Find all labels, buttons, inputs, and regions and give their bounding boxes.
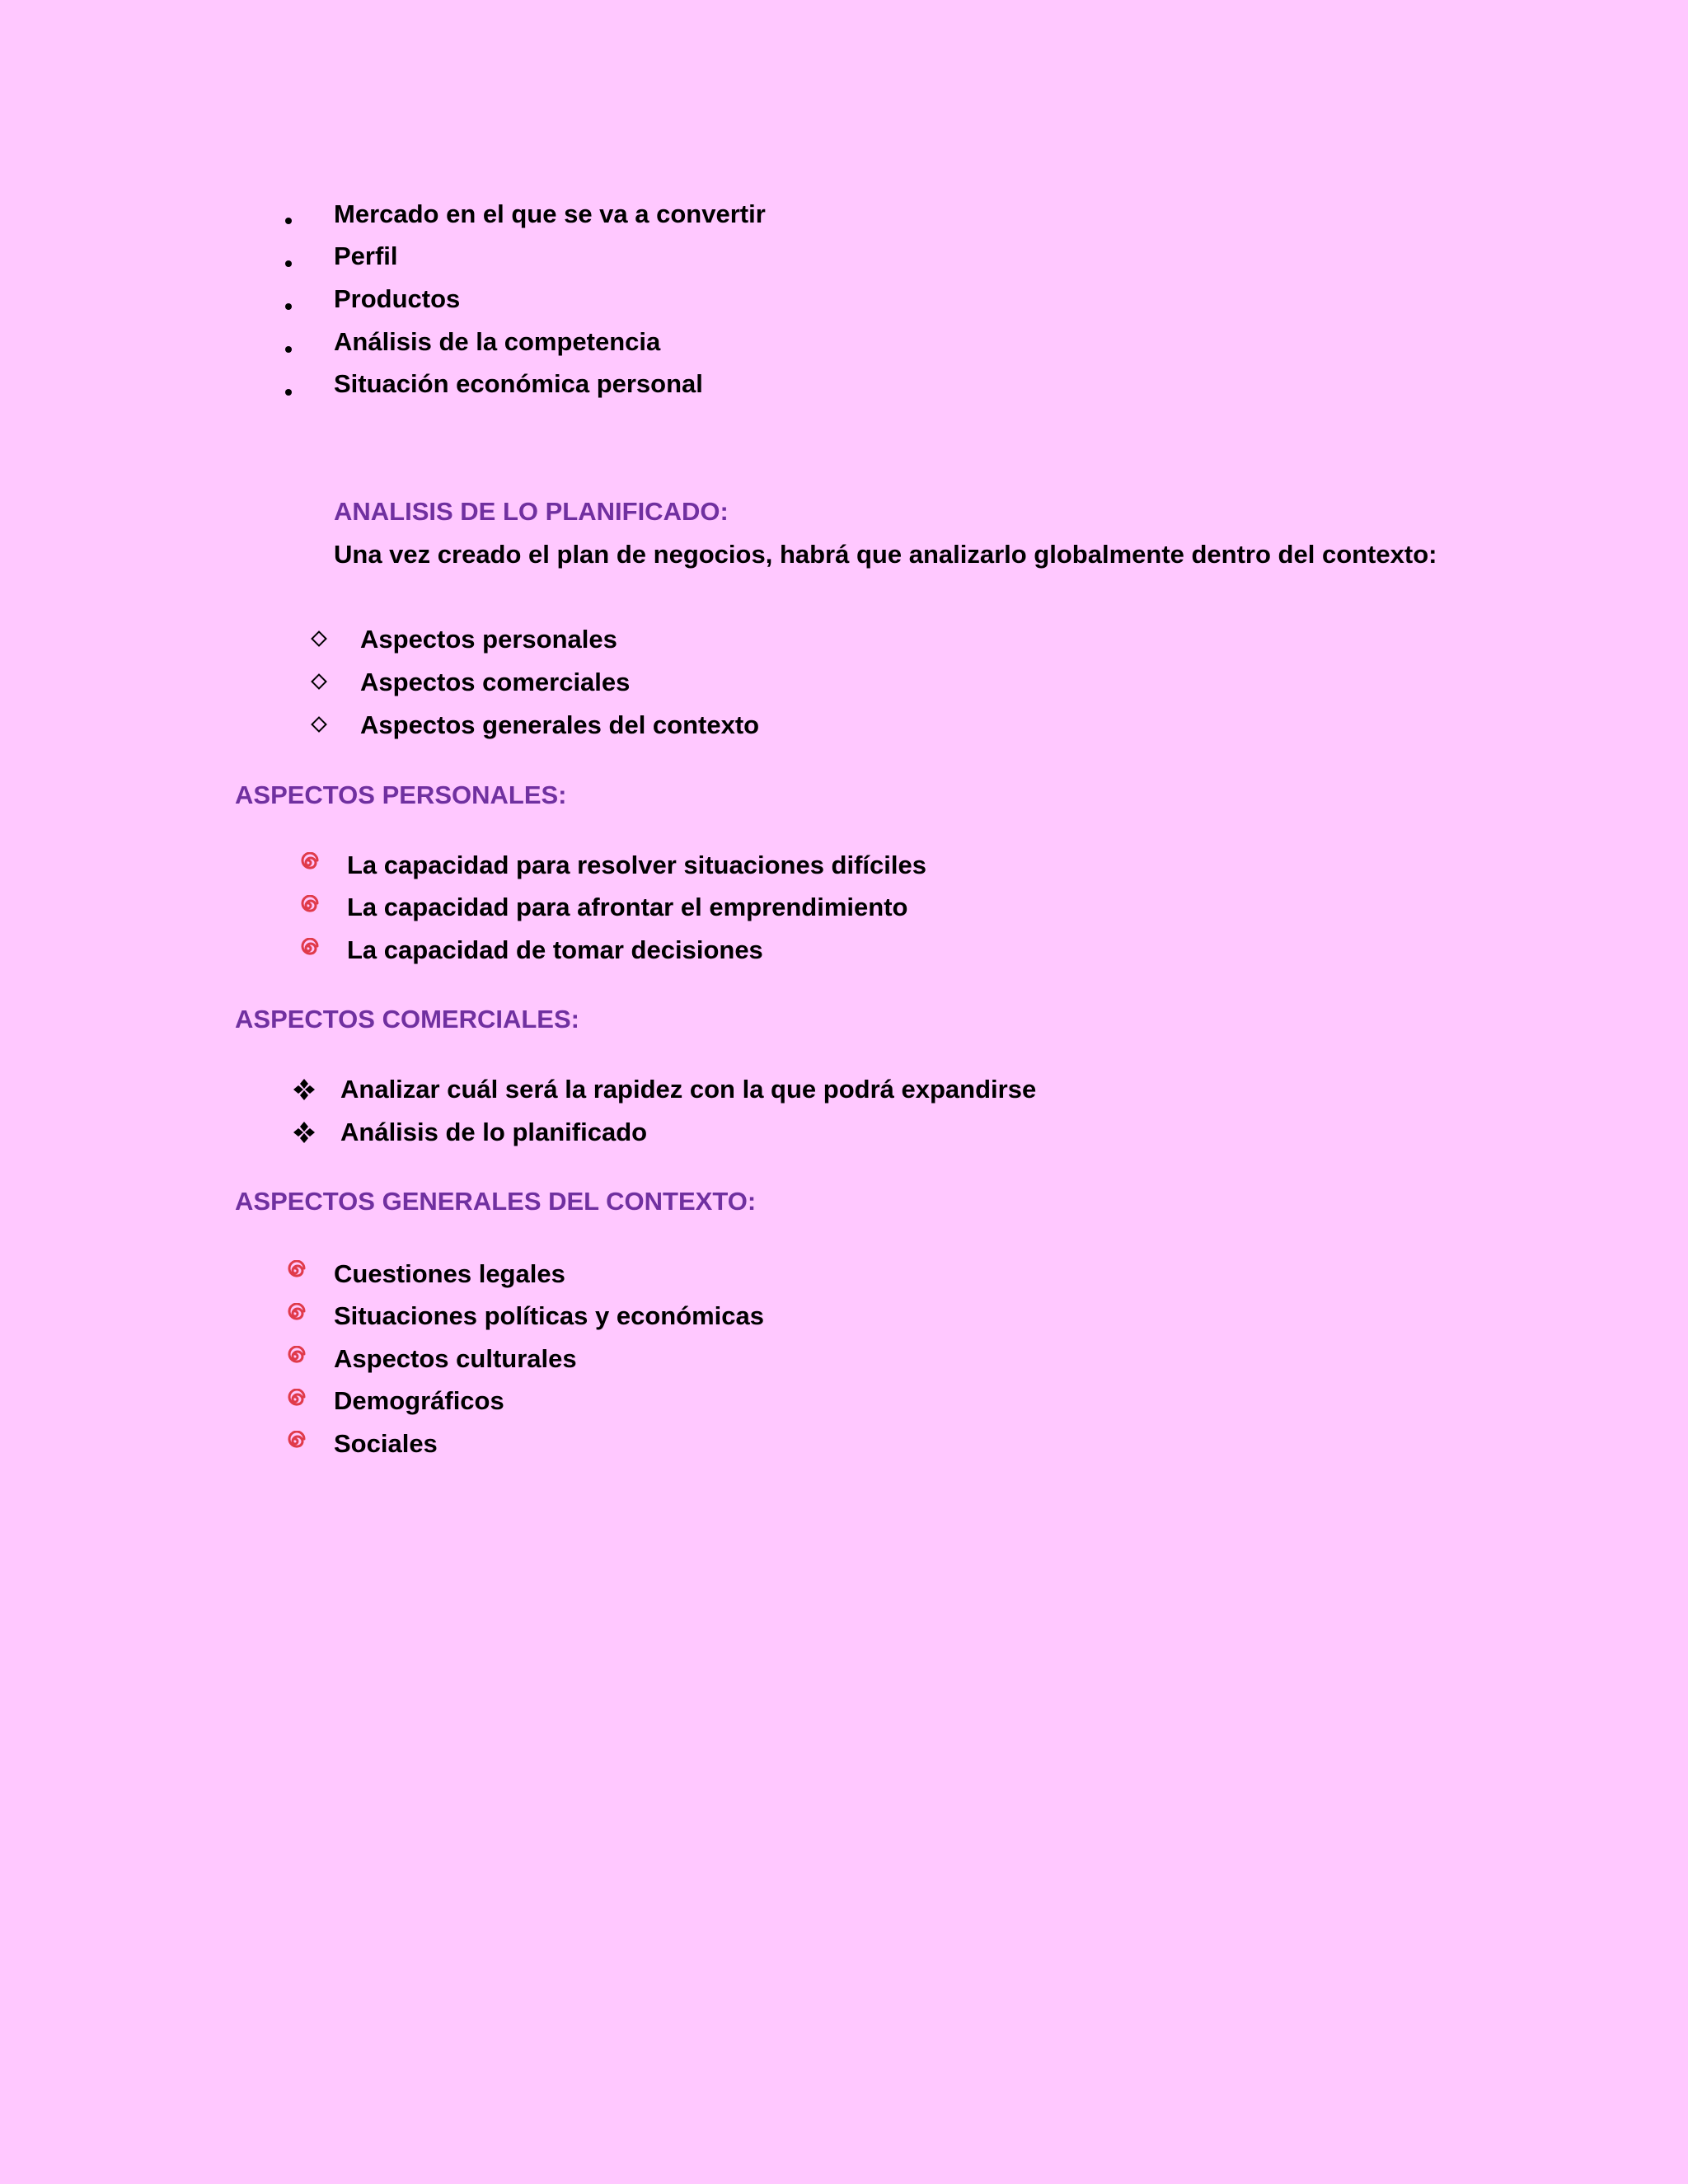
planificado-paragraph: Una vez creado el plan de negocios, habrá que analizarlo globalmente dentro del contexto: [334, 540, 1437, 569]
list-item: Aspectos generales del contexto [360, 710, 760, 739]
list-item: Aspectos comerciales [360, 668, 631, 696]
list-item: La capacidad para resolver situaciones difíciles [347, 851, 926, 879]
bullet-dot-icon [285, 260, 292, 267]
swirl-bullet-icon [284, 1260, 306, 1282]
list-item: Aspectos culturales [334, 1344, 577, 1373]
swirl-bullet-icon [298, 938, 319, 959]
swirl-bullet-icon [284, 1303, 306, 1324]
swirl-bullet-icon [298, 895, 319, 916]
diamond-bullet-icon [311, 673, 327, 690]
list-item: Productos [334, 284, 461, 313]
bullet-dot-icon [285, 303, 292, 310]
section-heading-planificado: ANALISIS DE LO PLANIFICADO: [334, 497, 729, 526]
bullet-dot-icon [285, 389, 292, 396]
list-item: La capacidad para afrontar el emprendimiento [347, 893, 908, 921]
list-item: Situaciones políticas y económicas [334, 1301, 765, 1330]
four-diamond-bullet-icon [293, 1121, 316, 1144]
section-heading-generales: ASPECTOS GENERALES DEL CONTEXTO: [235, 1187, 757, 1216]
list-item: Analizar cuál será la rapidez con la que podrá expandirse [340, 1075, 1037, 1104]
list-item: Cuestiones legales [334, 1259, 565, 1288]
section-heading-personales: ASPECTOS PERSONALES: [235, 780, 567, 809]
list-item: La capacidad de tomar decisiones [347, 935, 763, 964]
list-item: Sociales [334, 1429, 438, 1458]
section-heading-comerciales: ASPECTOS COMERCIALES: [235, 1005, 579, 1033]
list-item: Análisis de la competencia [334, 327, 661, 356]
list-item: Análisis de lo planificado [340, 1118, 648, 1146]
diamond-bullet-icon [311, 716, 327, 733]
list-item: Mercado en el que se va a convertir [334, 199, 766, 228]
four-diamond-bullet-icon [293, 1078, 316, 1101]
swirl-bullet-icon [298, 852, 319, 874]
diamond-bullet-icon [311, 630, 327, 647]
list-item: Demográficos [334, 1386, 504, 1415]
bullet-dot-icon [285, 346, 292, 353]
list-item: Aspectos personales [360, 625, 617, 654]
swirl-bullet-icon [284, 1389, 306, 1410]
bullet-dot-icon [285, 218, 292, 224]
swirl-bullet-icon [284, 1346, 306, 1367]
swirl-bullet-icon [284, 1431, 306, 1452]
list-item: Perfil [334, 241, 398, 270]
list-item: Situación económica personal [334, 369, 703, 398]
